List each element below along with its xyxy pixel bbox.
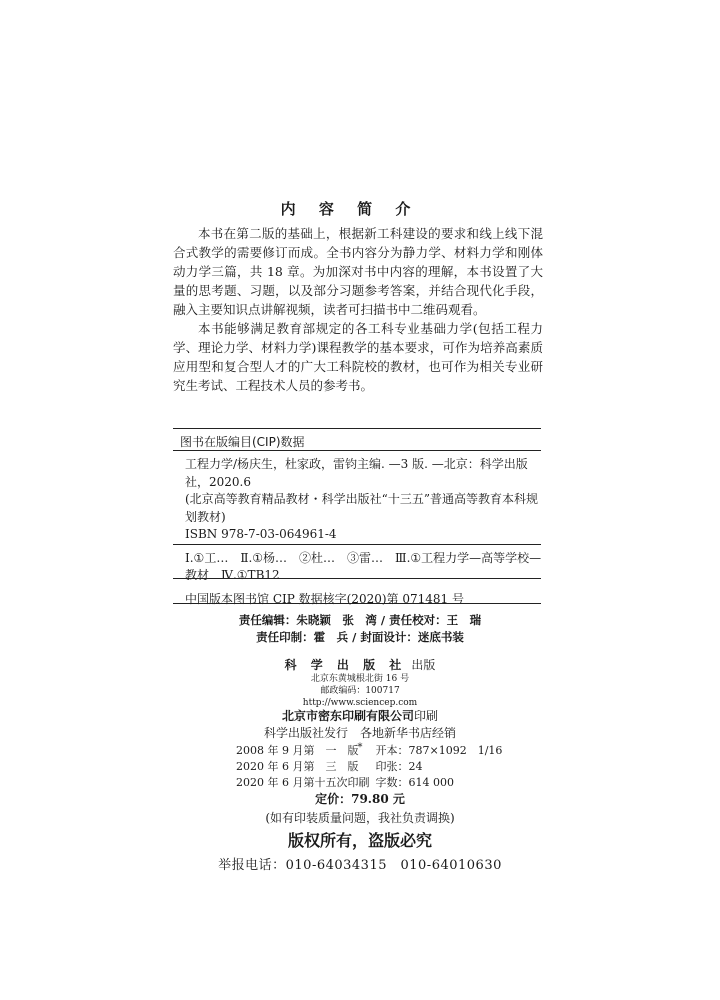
word-count-info: 字数：614 000 (375, 776, 454, 789)
cip-block (173, 456, 543, 608)
copyright-notice: 版权所有，盗版必究 (287, 831, 432, 850)
printing-info: 2020 年 6 月第十五次印刷 (236, 776, 370, 789)
edition-specs (236, 743, 508, 791)
publisher-suffix: 出版 (411, 658, 436, 672)
cip-library-number: 中国版本图书馆 CIP 数据核字(2020)第 071481 号 (185, 591, 464, 606)
cip-series: (北京高等教育精品教材・科学出版社“十三五”普通高等教育本科规划教材) (185, 492, 538, 524)
credits-production: 责任印制：霍 兵 / 封面设计：迷底书装 (256, 630, 464, 644)
publisher-postcode: 邮政编码：100717 (320, 686, 400, 696)
distribution-line: 科学出版社发行 各地新华书店经销 (263, 726, 456, 740)
cip-heading: 图书在版编目(CIP)数据 (180, 435, 305, 449)
edition-info: 2008 年 9 月第 一 版 (236, 744, 359, 757)
cip-mid-rule (173, 544, 541, 545)
format-info: 开本：787×1092 1/16 (375, 744, 503, 757)
printer-suffix: 印刷 (414, 709, 439, 723)
quality-note: (如有印装质量问题，我社负责调换) (265, 811, 455, 825)
edition-info: 2020 年 6 月第 三 版 (236, 760, 359, 773)
summary-title: 内 容 简 介 (280, 200, 420, 218)
summary-paragraph: 本书在第二版的基础上，根据新工科建设的要求和线上线下混合式教学的需要修订而成。全书内容分为静力学、材料力学和刚体动力学三篇，共 18 章。为加深对书中内容的理解，本书设置了大量的思考题、习题，以及部分习题参考答案，并结合现代化手段，融入主要知识点讲解视频，读者可扫描书中二维码观看。 (173, 226, 543, 317)
summary-paragraph: 本书能够满足教育部规定的各工科专业基础力学(包括工程力学、理论力学、材料力学)课程教学的基本要求，可作为培养高素质应用型和复合型人才的广大工科院校的教材，也可作为相关专业研究生考试、工程技术人员的参考书。 (173, 321, 543, 393)
cip-mid-rule-2 (173, 578, 541, 579)
specs-row (236, 759, 508, 775)
summary-text (173, 224, 543, 395)
publisher-name: 科 学 出 版 社 (284, 658, 407, 672)
cip-classification: Ⅰ.①工… Ⅱ.①杨… ②杜… ③雷… Ⅲ.①工程力学—高等学校—教材 Ⅳ.①TB12 (185, 550, 542, 582)
specs-row (236, 743, 508, 759)
cip-entry: 工程力学/杨庆生，杜家政，雷钧主编. —3 版. —北京：科学出版社，2020.6 (185, 457, 528, 489)
cip-isbn: ISBN 978-7-03-064961-4 (185, 527, 337, 541)
cip-bottom-rule (173, 603, 541, 604)
price: 定价：79.80 元 (315, 792, 405, 806)
credits-editors: 责任编辑：朱晓颖 张 湾 / 责任校对：王 瑞 (238, 613, 482, 627)
sheets-info: 印张：24 (375, 760, 423, 773)
cip-heading-rule (173, 450, 541, 451)
separator-star: * (357, 742, 363, 753)
publisher-url: http://www.sciencep.com (302, 698, 418, 708)
printer-name: 北京市密东印刷有限公司 (281, 709, 414, 723)
credits-block (0, 612, 720, 646)
specs-row (236, 775, 508, 791)
publisher-address: 北京东黄城根北街 16 号 (310, 674, 410, 684)
publisher-block (0, 654, 720, 709)
cip-top-rule (173, 428, 541, 429)
report-hotline: 举报电话：010-64034315 010-64010630 (218, 858, 502, 873)
